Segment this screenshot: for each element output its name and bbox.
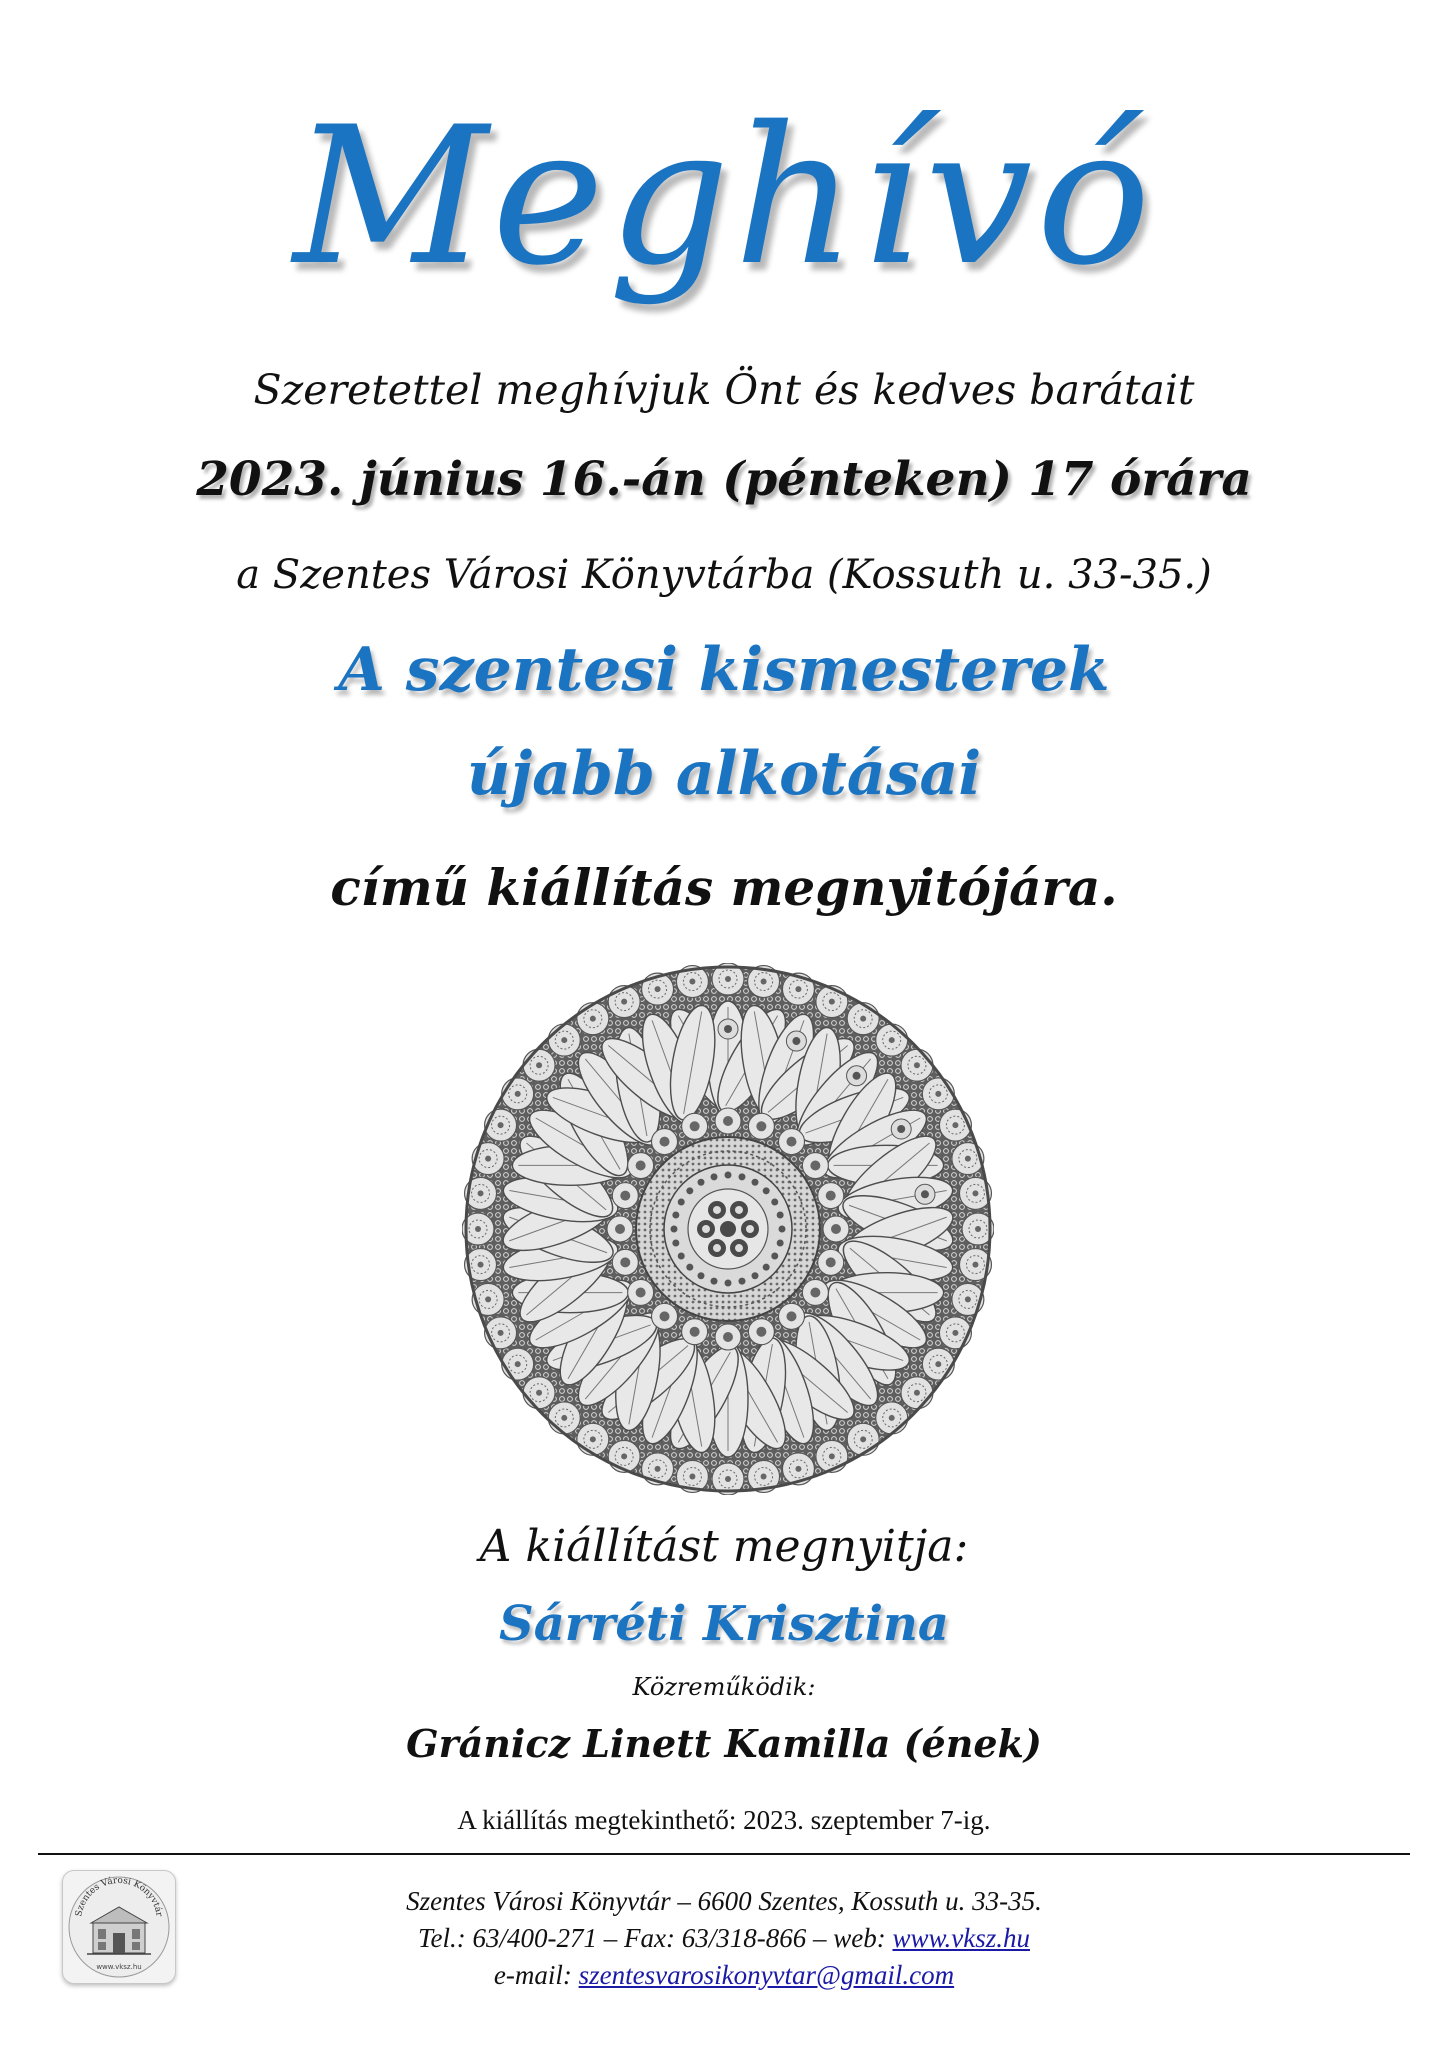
invitation-text: Szeretettel meghívjuk Önt és kedves barátait [253, 366, 1195, 414]
email-link[interactable]: szentesvarosikonyvtar@gmail.com [578, 1960, 955, 1990]
event-venue: a Szentes Városi Könyvtárba (Kossuth u. 33-35.) [236, 552, 1212, 598]
contributor-label: Közreműködik: [632, 1673, 816, 1701]
event-date: 2023. június 16.-án (pénteken) 17 órára [196, 452, 1252, 507]
logo-arc-text: Szentes Városi Könyvtár [74, 1875, 164, 1918]
exhibition-title-line2: újabb alkotásai [466, 739, 982, 809]
visit-note: A kiállítás megtekinthető: 2023. szeptember 7-ig. [457, 1805, 991, 1835]
contributor-name: Gránicz Linett Kamilla (ének) [406, 1721, 1042, 1766]
opening-label: A kiállítást megnyitja: [479, 1521, 969, 1572]
opening-speaker-name: Sárréti Krisztina [499, 1596, 949, 1652]
footer-contact [0, 1920, 1448, 1956]
exhibition-subtitle: című kiállítás megnyitójára. [330, 858, 1118, 917]
lace-doily-image [462, 963, 994, 1495]
footer-phone-fax: Tel.: 63/400-271 – Fax: 63/318-866 – web: [418, 1923, 893, 1953]
footer-address: Szentes Városi Könyvtár – 6600 Szentes, Kossuth u. 33-35. [406, 1886, 1042, 1916]
website-link[interactable]: www.vksz.hu [892, 1923, 1030, 1953]
exhibition-title-line1: A szentesi kismesterek [338, 635, 1110, 705]
footer-email-line [0, 1957, 1448, 1993]
page-title: Meghívó [293, 86, 1155, 307]
footer-divider [38, 1853, 1410, 1855]
logo-bottom-text: www.vksz.hu [96, 1963, 142, 1971]
footer-email-label: e-mail: [493, 1960, 579, 1990]
